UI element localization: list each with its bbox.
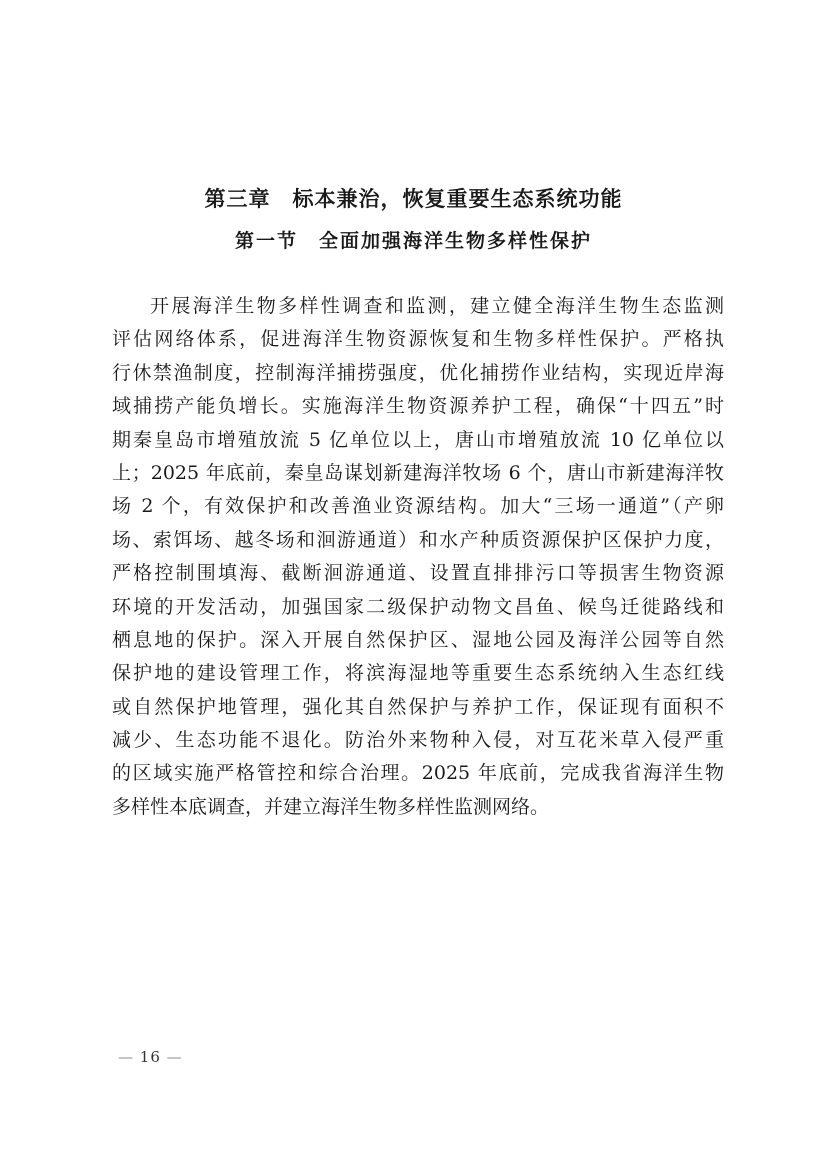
page-number	[118, 1048, 183, 1066]
body-paragraph	[112, 290, 724, 824]
paragraph-line: 严格控制围填海、截断洄游通道、设置直排排污口等损害生物资源	[112, 562, 724, 585]
paragraph-line: 评估网络体系，促进海洋生物资源恢复和生物多样性保护。严格执	[112, 328, 724, 351]
paragraph-line: 域捕捞产能负增长。实施海洋生物资源养护工程，确保“十四五”时	[112, 395, 724, 418]
page-number-left-dash: —	[118, 1048, 134, 1066]
section-title: 第一节 全面加强海洋生物多样性保护	[234, 230, 592, 252]
page-number-right-dash: —	[166, 1048, 183, 1066]
paragraph-line: 期秦皇岛市增殖放流 5 亿单位以上，唐山市增殖放流 10 亿单位以	[112, 428, 724, 451]
paragraph-line: 上；2025 年底前，秦皇岛谋划新建海洋牧场 6 个，唐山市新建海洋牧	[112, 461, 724, 484]
paragraph-line: 保护地的建设管理工作，将滨海湿地等重要生态系统纳入生态红线	[112, 662, 724, 685]
chapter-title: 第三章 标本兼治，恢复重要生态系统功能	[204, 187, 623, 211]
paragraph-line: 的区域实施严格管控和综合治理。2025 年底前，完成我省海洋生物	[112, 762, 724, 785]
paragraph-line: 环境的开发活动，加强国家二级保护动物文昌鱼、候鸟迁徙路线和	[112, 595, 724, 618]
paragraph-line: 场、索饵场、越冬场和洄游通道）和水产种质资源保护区保护力度，	[112, 528, 724, 551]
page-number-value: 16	[139, 1048, 161, 1066]
paragraph-line: 开展海洋生物多样性调查和监测，建立健全海洋生物生态监测	[150, 295, 724, 317]
paragraph-line: 多样性本底调查，并建立海洋生物多样性监测网络。	[112, 795, 550, 818]
paragraph-line: 栖息地的保护。深入开展自然保护区、湿地公园及海洋公园等自然	[112, 628, 724, 651]
paragraph-line: 行休禁渔制度，控制海洋捕捞强度，优化捕捞作业结构，实现近岸海	[112, 361, 724, 384]
paragraph-line: 或自然保护地管理，强化其自然保护与养护工作，保证现有面积不	[112, 695, 724, 718]
paragraph-line: 场 2 个，有效保护和改善渔业资源结构。加大“三场一通道”（产卵	[112, 495, 724, 518]
paragraph-line: 减少、生态功能不退化。防治外来物种入侵，对互花米草入侵严重	[112, 729, 724, 752]
